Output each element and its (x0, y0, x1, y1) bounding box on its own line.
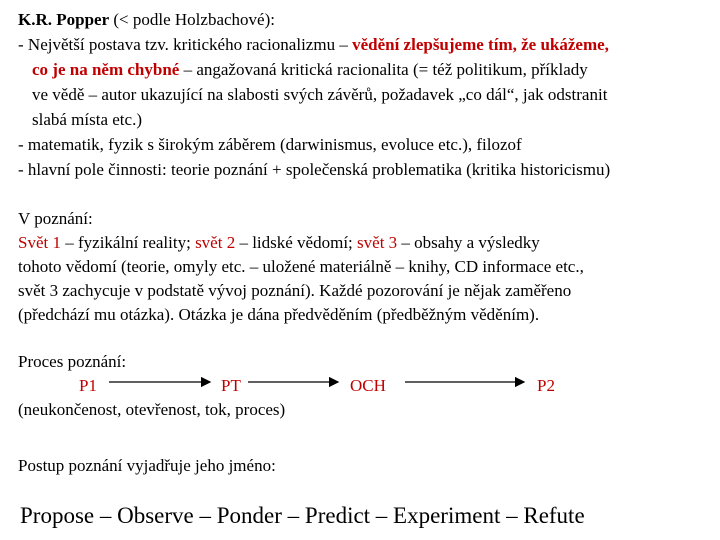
popper-line-5: - matematik, fyzik s širokým záběrem (darwinismus, evoluce etc.), filozof (18, 135, 522, 154)
popper-line-4: slabá místa etc.) (32, 110, 142, 129)
process-heading: Proces poznání: (18, 352, 127, 371)
world-2-term: svět 2 (195, 233, 236, 252)
process-step-p2: P2 (537, 376, 555, 395)
method-sequence: Propose – Observe – Ponder – Predict – Experiment – Refute (20, 503, 585, 528)
popper-line-6: - hlavní pole činnosti: teorie poznání + společenská problematika (kritika historicismu) (18, 160, 611, 179)
popper-key-idea-part1: vědění zlepšujeme tím, že ukážeme, (352, 35, 609, 54)
process-step-och: OCH (350, 376, 386, 395)
knowledge-line-4: (předchází mu otázka). Otázka je dána předvěděním (předběžným věděním). (18, 305, 540, 324)
knowledge-heading: V poznání: (18, 209, 93, 228)
world-3-term: svět 3 (357, 233, 398, 252)
process-step-pt: PT (221, 376, 241, 395)
popper-line-3: ve vědě – autor ukazující na slabosti svých závěrů, požadavek „co dál“, jak odstranit (32, 85, 608, 104)
knowledge-line-2: tohoto vědomí (teorie, omyly etc. – uložené materiálně – knihy, CD informace etc., (18, 257, 584, 276)
world-3-desc: – obsahy a výsledky (397, 233, 540, 252)
world-1-term: Svět 1 (18, 233, 61, 252)
popper-line-2-text: – angažovaná kritická racionalita (= též politikum, příklady (179, 60, 588, 79)
popper-key-idea-part2: co je na něm chybné (32, 60, 180, 79)
method-heading: Postup poznání vyjadřuje jeho jméno: (18, 456, 276, 475)
world-2-desc: – lidské vědomí; (235, 233, 358, 252)
popper-name: K.R. Popper (18, 10, 110, 29)
process-step-p1: P1 (79, 376, 97, 395)
knowledge-line-3: svět 3 zachycuje v podstatě vývoj poznání). Každé pozorování je nějak zaměřeno (18, 281, 572, 300)
popper-source: (< podle Holzbachové): (109, 10, 275, 29)
world-1-desc: – fyzikální reality; (60, 233, 196, 252)
popper-line-1-text: - Největší postava tzv. kritického racionalizmu – (18, 35, 353, 54)
process-note: (neukončenost, otevřenost, tok, proces) (18, 400, 286, 419)
